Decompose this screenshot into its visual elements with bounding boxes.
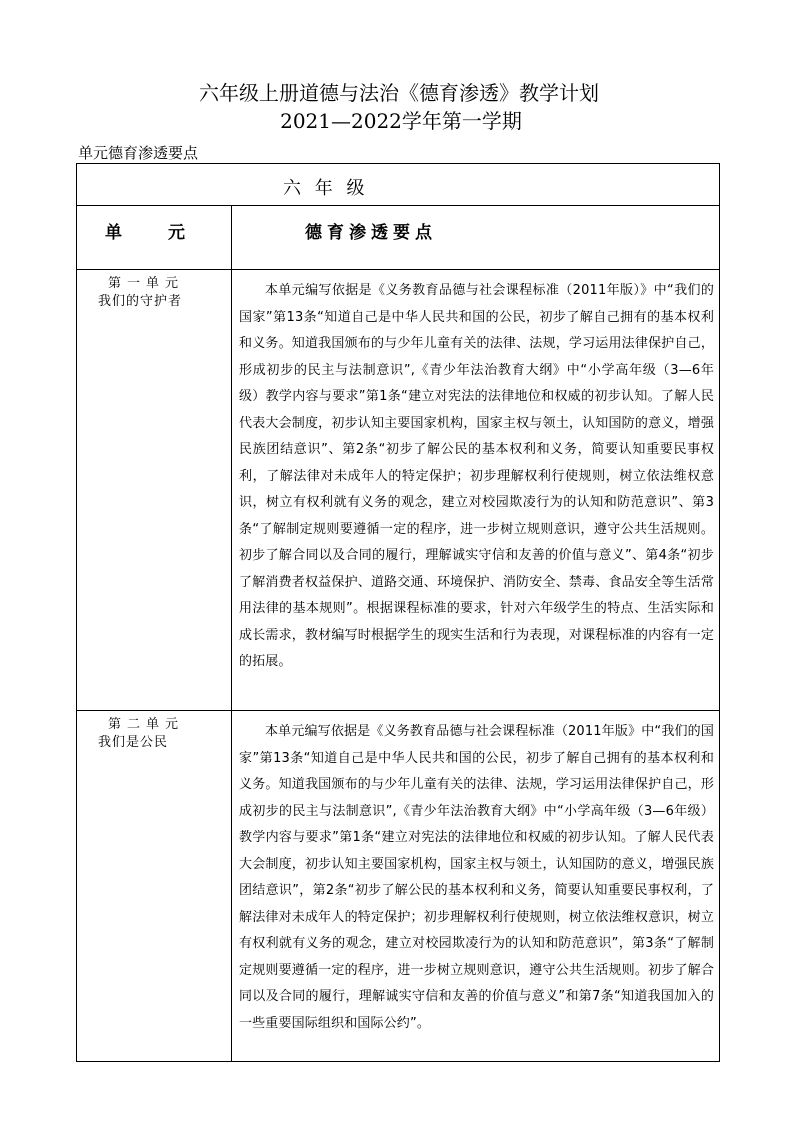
unit-column-header [77,206,232,270]
unit-content: 本单元编写依据是《义务教育品德与社会课程标准（2011年版）》中“我们的国家”第13条“知道自己是中华人民共和国的公民，初步了解自己拥有的基本权利和义务。知道我国颁布的与少年儿童有关的法律、法规，学习运用法律保护自己，形成初步的民主与法制意识”,《青少年法治教育大纲》中“小学高年级（3—6年级）教学内容与要求”第1条“建立对宪法的法律地位和权威的初步认知。了解人民代表大会制度，初步认知主要国家机构，国家主权与领土，认知国防的意义，增强民族团结意识”、第2条“初步了解公民的基本权利和义务，简要认知重要民事权利，了解法律对未成年人的特定保护；初步理解权利行使规则，树立依法维权意识，树立有权利就有义务的观念，建立对校园欺凌行为的认知和防范意识”、第3条“了解制定规则要遵循一定的程序，进一步树立规则意识，遵守公共生活规则。初步了解合同以及合同的履行，理解诚实守信和友善的价值与意义”、第4条“初步了解消费者权益保护、道路交通、环境保护、消防安全、禁毒、食品安全等生活常用法律的基本规则”。根据课程标准的要求，针对六年级学生的特点、生活实际和成长需求，教材编写时根据学生的现实生活和行为表现，对课程标准的内容有一定的拓展。 [239,283,715,669]
unit-number: 第二单元 [108,717,185,732]
unit-name: 我们是公民 [98,735,169,750]
grade-row [77,164,720,206]
content-cell [232,270,720,711]
content-column-header [232,206,720,270]
unit-number: 第一单元 [108,276,185,291]
document-title: 六年级上册道德与法治《德育渗透》教学计划 [199,81,599,105]
content-cell [232,711,720,1062]
grade-label: 六 年 级 [283,178,369,199]
document-subtitle: 2021—2022学年第一学期 [280,109,522,133]
grade-cell [77,164,720,206]
table-row [77,270,720,711]
unit-header-char-b: 元 [168,223,185,243]
unit-cell [77,270,232,711]
unit-content: 本单元编写依据是《义务教育品德与社会课程标准（2011年版》中“我们的国家”第13条“知道自己是中华人民共和国的公民，初步了解自己拥有的基本权利和义务。知道我国颁布的与少年儿童有关的法律、法规，学习运用法律保护自己，形成初步的民主与法制意识”,《青少年法治教育大纲》中“小学高年级（3—6年级）教学内容与要求”第1条“建立对宪法的法律地位和权威的初步认知。了解人民代表大会制度，初步认知主要国家机构，国家主权与领土，认知国防的意义，增强民族团结意识”，第2条“初步了解公民的基本权利和义务，简要认知重要民事权利，了解法律对未成年人的特定保护；初步理解权利行使规则，树立依法维权意识，树立有权利就有义务的观念，建立对校园欺凌行为的认知和防范意识”，第3条“了解制定规则要遵循一定的程序，进一步树立规则意识，遵守公共生活规则。初步了解合同以及合同的履行，理解诚实守信和友善的价值与意义”和第7条“知道我国加入的一些重要国际组织和国际公约”。 [239,724,715,1031]
content-header-label: 德育渗透要点 [305,223,437,243]
table-row [77,711,720,1062]
plan-table [76,163,720,1062]
unit-header-char-a: 单 [105,223,122,243]
unit-name: 我们的守护者 [98,294,183,309]
section-label: 单元德育渗透要点 [78,144,199,162]
header-row [77,206,720,270]
unit-cell [77,711,232,1062]
